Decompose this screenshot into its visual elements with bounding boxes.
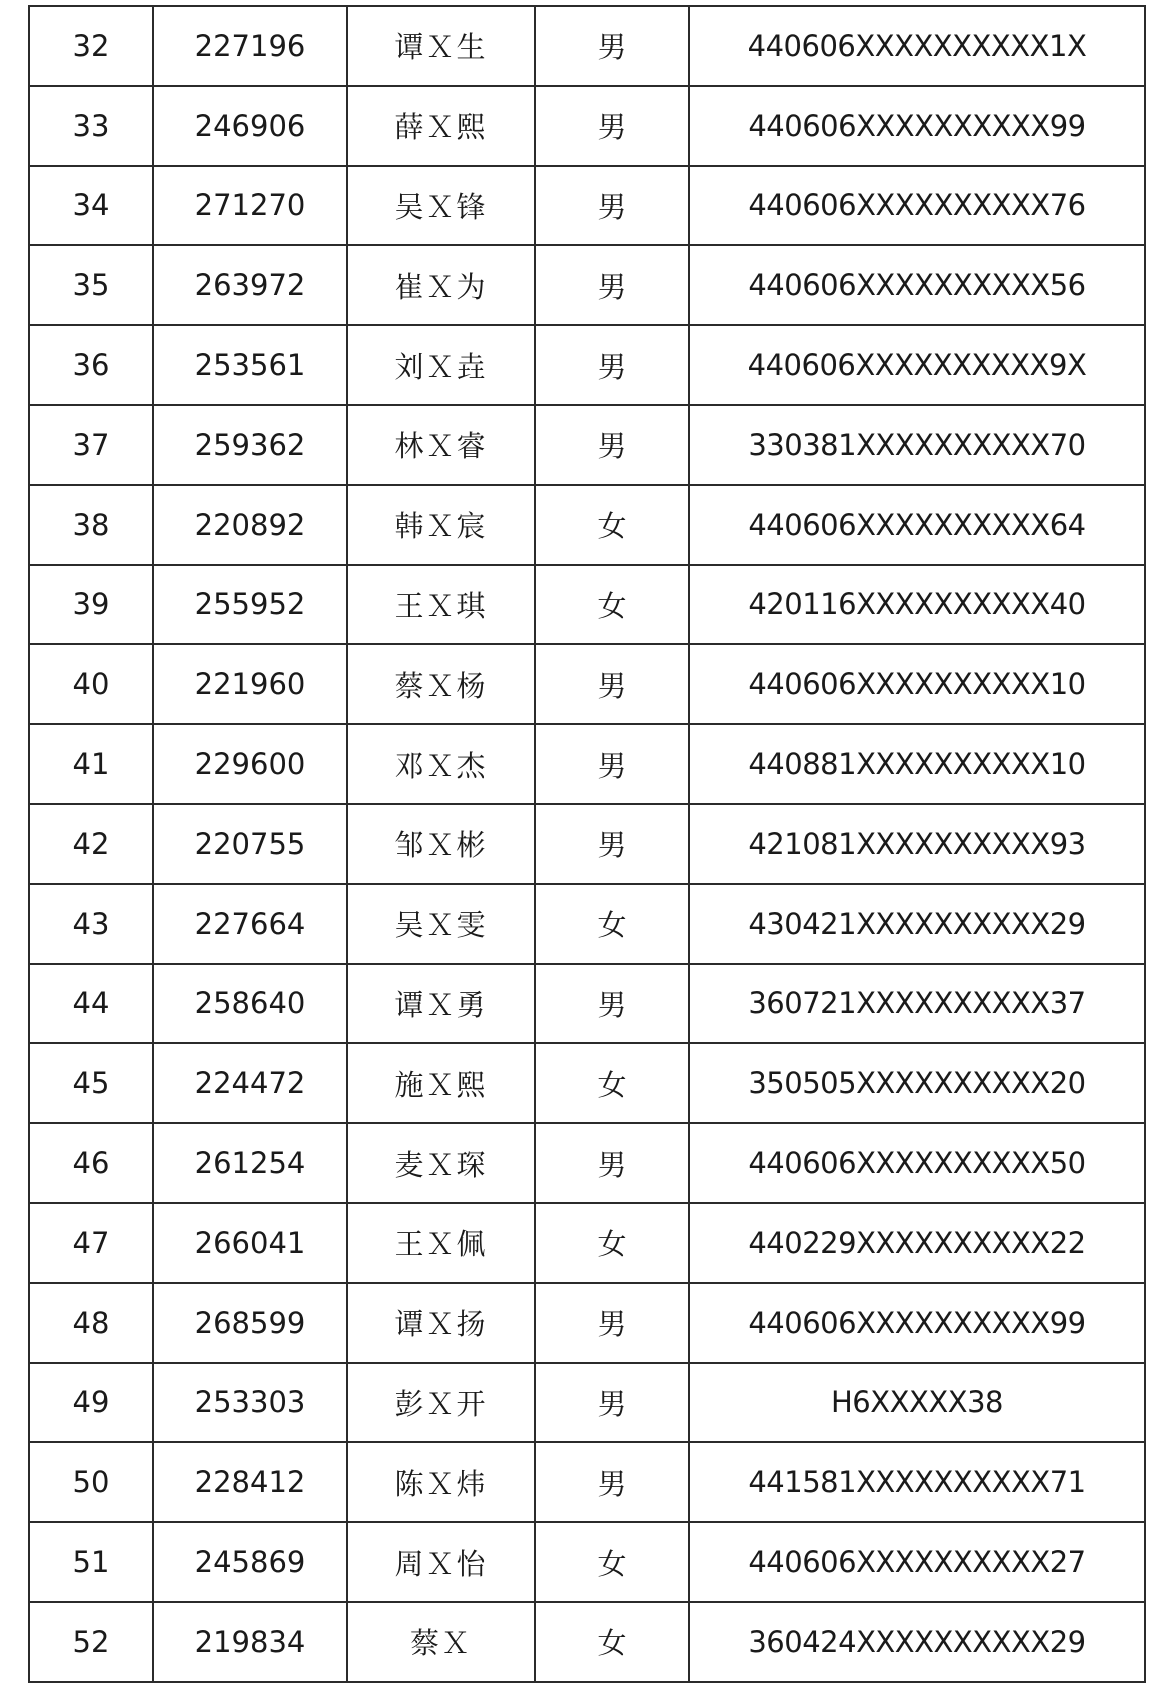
- table-row: [29, 644, 1145, 724]
- student-id-cell: 253561: [153, 325, 347, 405]
- gender-cell: 女: [535, 1043, 689, 1123]
- student-name-cell: 施Ｘ熙: [347, 1043, 535, 1123]
- id-card-cell: 440606XXXXXXXXXX50: [689, 1123, 1145, 1203]
- id-card-cell: H6XXXXX38: [689, 1363, 1145, 1443]
- student-id-cell: 224472: [153, 1043, 347, 1123]
- id-card-cell: 440606XXXXXXXXXX10: [689, 644, 1145, 724]
- student-id-cell: 220892: [153, 485, 347, 565]
- row-number-cell: 51: [29, 1522, 153, 1602]
- row-number-cell: 49: [29, 1363, 153, 1443]
- id-card-cell: 420116XXXXXXXXXX40: [689, 565, 1145, 645]
- gender-cell: 男: [535, 1363, 689, 1443]
- table-row: [29, 804, 1145, 884]
- student-id-cell: 221960: [153, 644, 347, 724]
- row-number-cell: 45: [29, 1043, 153, 1123]
- student-name-cell: 薛Ｘ熙: [347, 86, 535, 166]
- id-card-cell: 421081XXXXXXXXXX93: [689, 804, 1145, 884]
- gender-cell: 男: [535, 1123, 689, 1203]
- gender-cell: 男: [535, 724, 689, 804]
- id-card-cell: 440606XXXXXXXXXX64: [689, 485, 1145, 565]
- gender-cell: 女: [535, 1602, 689, 1682]
- roster-table: [28, 5, 1146, 1683]
- student-name-cell: 邓Ｘ杰: [347, 724, 535, 804]
- id-card-cell: 330381XXXXXXXXXX70: [689, 405, 1145, 485]
- student-name-cell: 崔Ｘ为: [347, 245, 535, 325]
- row-number-cell: 46: [29, 1123, 153, 1203]
- student-id-cell: 266041: [153, 1203, 347, 1283]
- row-number-cell: 40: [29, 644, 153, 724]
- gender-cell: 男: [535, 86, 689, 166]
- row-number-cell: 48: [29, 1283, 153, 1363]
- gender-cell: 女: [535, 884, 689, 964]
- row-number-cell: 52: [29, 1602, 153, 1682]
- student-name-cell: 韩Ｘ宸: [347, 485, 535, 565]
- id-card-cell: 440229XXXXXXXXXX22: [689, 1203, 1145, 1283]
- row-number-cell: 33: [29, 86, 153, 166]
- table-row: [29, 1123, 1145, 1203]
- table-row: [29, 964, 1145, 1044]
- table-row: [29, 325, 1145, 405]
- student-id-cell: 258640: [153, 964, 347, 1044]
- table-row: [29, 1283, 1145, 1363]
- student-id-cell: 220755: [153, 804, 347, 884]
- student-name-cell: 王Ｘ琪: [347, 565, 535, 645]
- student-name-cell: 周Ｘ怡: [347, 1522, 535, 1602]
- gender-cell: 男: [535, 644, 689, 724]
- student-name-cell: 刘Ｘ垚: [347, 325, 535, 405]
- row-number-cell: 37: [29, 405, 153, 485]
- id-card-cell: 360424XXXXXXXXXX29: [689, 1602, 1145, 1682]
- id-card-cell: 440606XXXXXXXXXX56: [689, 245, 1145, 325]
- row-number-cell: 38: [29, 485, 153, 565]
- table-row: [29, 884, 1145, 964]
- student-name-cell: 蔡Ｘ杨: [347, 644, 535, 724]
- table-row: [29, 405, 1145, 485]
- gender-cell: 男: [535, 1442, 689, 1522]
- table-row: [29, 6, 1145, 86]
- id-card-cell: 440606XXXXXXXXXX9X: [689, 325, 1145, 405]
- id-card-cell: 430421XXXXXXXXXX29: [689, 884, 1145, 964]
- student-id-cell: 271270: [153, 166, 347, 246]
- row-number-cell: 50: [29, 1442, 153, 1522]
- student-id-cell: 246906: [153, 86, 347, 166]
- table-row: [29, 166, 1145, 246]
- table-row: [29, 1043, 1145, 1123]
- student-id-cell: 245869: [153, 1522, 347, 1602]
- student-name-cell: 林Ｘ睿: [347, 405, 535, 485]
- row-number-cell: 44: [29, 964, 153, 1044]
- gender-cell: 男: [535, 325, 689, 405]
- student-name-cell: 吴Ｘ雯: [347, 884, 535, 964]
- id-card-cell: 360721XXXXXXXXXX37: [689, 964, 1145, 1044]
- id-card-cell: 440606XXXXXXXXXX1X: [689, 6, 1145, 86]
- row-number-cell: 43: [29, 884, 153, 964]
- row-number-cell: 35: [29, 245, 153, 325]
- gender-cell: 男: [535, 6, 689, 86]
- student-name-cell: 陈Ｘ炜: [347, 1442, 535, 1522]
- student-name-cell: 谭Ｘ扬: [347, 1283, 535, 1363]
- roster-body: [29, 6, 1145, 1682]
- gender-cell: 女: [535, 1203, 689, 1283]
- table-row: [29, 1203, 1145, 1283]
- student-name-cell: 谭Ｘ勇: [347, 964, 535, 1044]
- id-card-cell: 441581XXXXXXXXXX71: [689, 1442, 1145, 1522]
- row-number-cell: 42: [29, 804, 153, 884]
- student-name-cell: 麦Ｘ琛: [347, 1123, 535, 1203]
- student-name-cell: 邹Ｘ彬: [347, 804, 535, 884]
- gender-cell: 男: [535, 804, 689, 884]
- table-row: [29, 485, 1145, 565]
- row-number-cell: 47: [29, 1203, 153, 1283]
- row-number-cell: 34: [29, 166, 153, 246]
- id-card-cell: 440606XXXXXXXXXX27: [689, 1522, 1145, 1602]
- row-number-cell: 39: [29, 565, 153, 645]
- row-number-cell: 32: [29, 6, 153, 86]
- row-number-cell: 41: [29, 724, 153, 804]
- table-row: [29, 245, 1145, 325]
- student-id-cell: 228412: [153, 1442, 347, 1522]
- id-card-cell: 440881XXXXXXXXXX10: [689, 724, 1145, 804]
- student-id-cell: 219834: [153, 1602, 347, 1682]
- table-row: [29, 1363, 1145, 1443]
- gender-cell: 女: [535, 485, 689, 565]
- table-row: [29, 565, 1145, 645]
- table-row: [29, 1522, 1145, 1602]
- id-card-cell: 440606XXXXXXXXXX99: [689, 86, 1145, 166]
- row-number-cell: 36: [29, 325, 153, 405]
- gender-cell: 女: [535, 565, 689, 645]
- student-id-cell: 255952: [153, 565, 347, 645]
- student-name-cell: 彭Ｘ开: [347, 1363, 535, 1443]
- table-row: [29, 86, 1145, 166]
- table-row: [29, 724, 1145, 804]
- student-id-cell: 268599: [153, 1283, 347, 1363]
- student-id-cell: 263972: [153, 245, 347, 325]
- gender-cell: 男: [535, 405, 689, 485]
- student-name-cell: 蔡Ｘ: [347, 1602, 535, 1682]
- student-id-cell: 261254: [153, 1123, 347, 1203]
- student-name-cell: 谭Ｘ生: [347, 6, 535, 86]
- gender-cell: 男: [535, 1283, 689, 1363]
- student-name-cell: 吴Ｘ锋: [347, 166, 535, 246]
- gender-cell: 男: [535, 245, 689, 325]
- id-card-cell: 440606XXXXXXXXXX76: [689, 166, 1145, 246]
- gender-cell: 男: [535, 964, 689, 1044]
- student-name-cell: 王Ｘ佩: [347, 1203, 535, 1283]
- table-row: [29, 1442, 1145, 1522]
- table-row: [29, 1602, 1145, 1682]
- id-card-cell: 350505XXXXXXXXXX20: [689, 1043, 1145, 1123]
- gender-cell: 男: [535, 166, 689, 246]
- student-id-cell: 253303: [153, 1363, 347, 1443]
- gender-cell: 女: [535, 1522, 689, 1602]
- id-card-cell: 440606XXXXXXXXXX99: [689, 1283, 1145, 1363]
- student-id-cell: 259362: [153, 405, 347, 485]
- student-id-cell: 229600: [153, 724, 347, 804]
- student-id-cell: 227664: [153, 884, 347, 964]
- student-id-cell: 227196: [153, 6, 347, 86]
